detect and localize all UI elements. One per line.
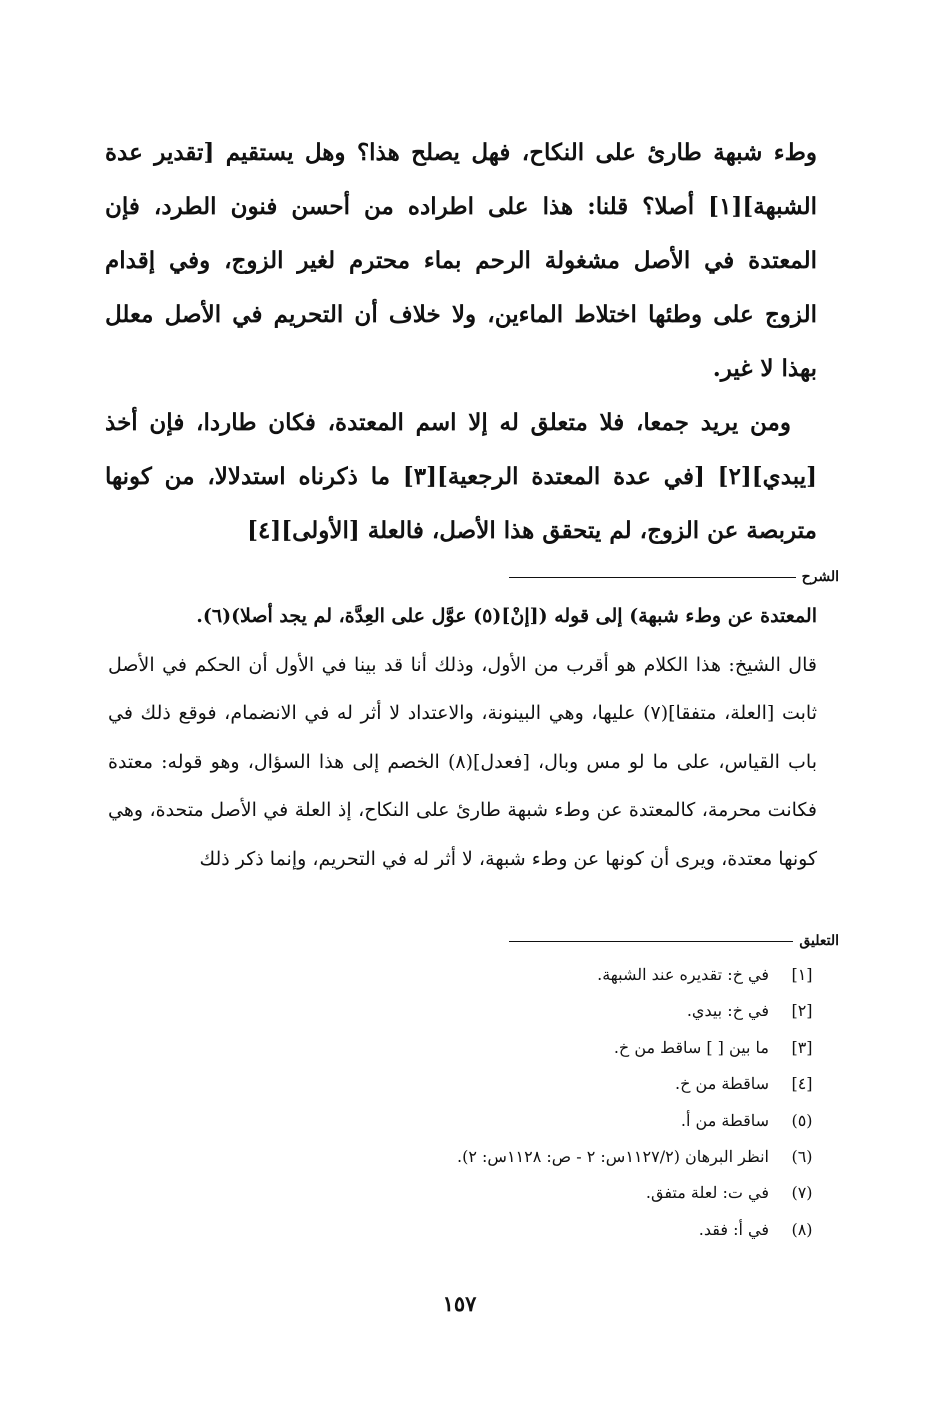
footnote [257, 957, 817, 993]
footnote-number: (٥) [791, 1110, 813, 1130]
footnote-number: [١] [791, 965, 813, 984]
commentary-lead: المعتدة عن وطء شبهة) إلى قوله ([إنْ](٥) عوَّل على العِدَّة، لم يجد أصلا)(٦). [196, 605, 817, 627]
footnote-text: ساقطة من أ. [680, 1110, 769, 1130]
sharh-divider [509, 569, 839, 585]
footnote-text: ما بين [ ] ساقط من خ. [613, 1037, 769, 1057]
footnote-number: (٧) [791, 1183, 813, 1203]
commentary [108, 592, 817, 883]
sharh-label: الشرح [801, 569, 839, 585]
footnote [257, 1103, 817, 1139]
footnote-text: في خ: تقديره عند الشبهة. [597, 965, 769, 984]
footnote-number: [٣] [791, 1037, 813, 1057]
footnotes [257, 957, 817, 1248]
footnote [257, 993, 817, 1029]
footnote-text: انظر البرهان (١١٢٧/٢س: ٢ - ص: ١١٢٨س: ٢). [457, 1147, 769, 1167]
footnote-number: [٢] [791, 1001, 813, 1021]
main-paragraph-1: وطء شبهة طارئ على النكاح، فهل يصلح هذا؟ وهل يستقيم [تقدير عدة الشبهة][١] أصلا؟ قلنا: هذا على اطراده من أحسن فنون الطرد، فإن المعتدة في الأصل مشغولة الرحم بماء محترم لغير الزوج، وفي إقدام الزوج على وطئها اختلاط الماءين، ولا خلاف أن التحريم في الأصل معلل بهذا لا غير. [105, 139, 817, 382]
footnote [257, 1212, 817, 1248]
footnote-text: في ت: لعلة متفق. [645, 1183, 769, 1203]
footnote-number: (٦) [791, 1147, 813, 1167]
main-text [105, 126, 817, 558]
footnote-text: في أ: فقد. [698, 1219, 769, 1239]
footnote-number: (٨) [791, 1219, 813, 1239]
footnote [257, 1175, 817, 1211]
footnote [257, 1139, 817, 1175]
footnote-text: في خ: بيدي. [686, 1001, 769, 1021]
footnote-text: ساقطة من خ. [675, 1074, 769, 1094]
taliq-divider [509, 933, 839, 949]
footnote-number: [٤] [791, 1074, 813, 1094]
taliq-rule [509, 941, 793, 942]
page-number: ١٥٧ [442, 1291, 477, 1316]
footnote [257, 1030, 817, 1066]
taliq-label: التعليق [799, 933, 839, 949]
main-paragraph-2: ومن يريد جمعا، فلا متعلق له إلا اسم المعتدة، فكان طاردا، فإن أخذ [يبدي][٢] [في عدة المعتدة الرجعية][٣] ما ذكرناه استدلالا، من كونها متربصة عن الزوج، لم يتحقق هذا الأصل، فالعلة [الأولى][٤] [105, 409, 817, 544]
sharh-rule [509, 577, 796, 578]
footnote [257, 1066, 817, 1102]
commentary-body: قال الشيخ: هذا الكلام هو أقرب من الأول، وذلك أنا قد بينا في الأول أن الحكم في الأصل ثابت [العلة، متفقا](٧) عليها، وهي البينونة، والاعتداد لا أثر له في الانضمام، فوقع ذلك في باب القياس، على ما لو مس وبال، [فعدل](٨) الخصم إلى هذا السؤال، وهو قوله: معتدة فكانت محرمة، كالمعتدة عن وطء شبهة طارئ على النكاح، إذ العلة في الأصل متحدة، وهي كونها معتدة، ويرى أن كونها عن وطء شبهة، لا أثر له في التحريم، وإنما ذكر ذلك [108, 653, 817, 870]
